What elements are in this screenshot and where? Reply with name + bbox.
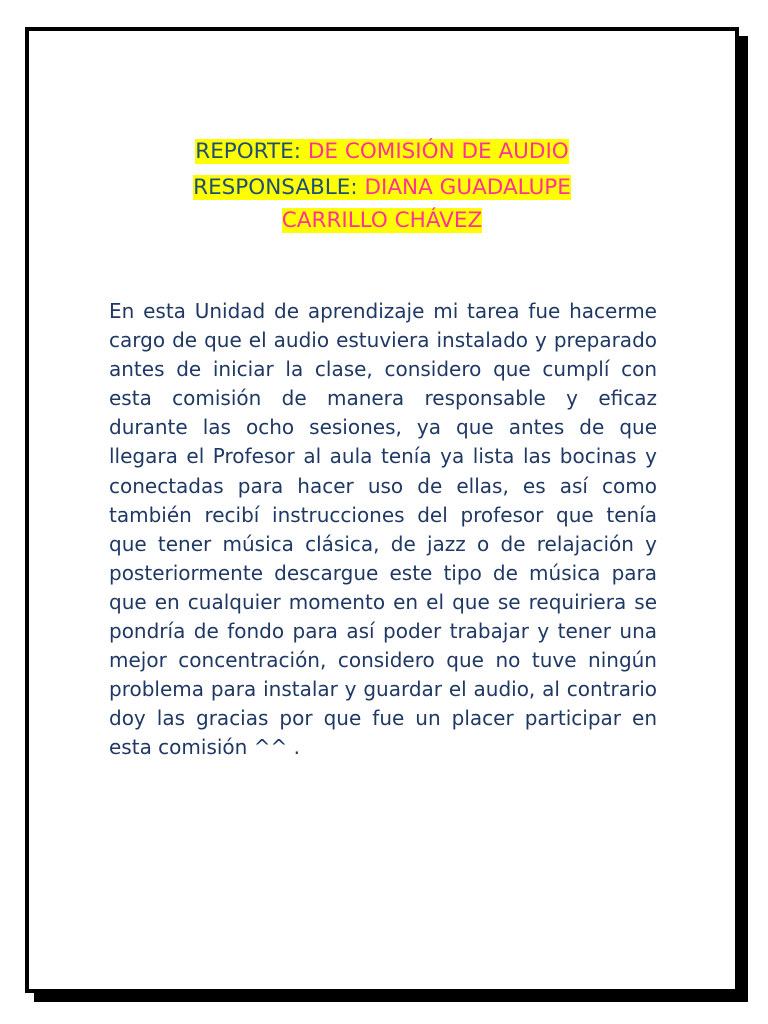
responsible-label: RESPONSABLE: [193,175,358,200]
responsible-line [29,171,735,237]
report-label: REPORTE: [195,139,302,164]
responsible-block [152,171,612,237]
report-value: DE COMISIÓN DE AUDIO [307,139,569,164]
report-title-line [29,135,735,168]
document-page [25,27,739,993]
report-body-paragraph: En esta Unidad de aprendizaje mi tarea fue hacerme cargo de que el audio estuviera instalado y preparado antes de iniciar la clase, considero que cumplí con esta comisión de manera responsable y eficaz durante las ocho sesiones, ya que antes de que llegara el Profesor al aula tenía ya lista las bocinas y conectadas para hacer uso de ellas, es así como también recibí instrucciones del profesor que tenía que tener música clásica, de jazz o de relajación y posteriormente descargue este tipo de música para que en cualquier momento en el que se requiriera se pondría de fondo para así poder trabajar y tener una mejor concentración, considero que no tuve ningún problema para instalar y guardar el audio, al contrario doy las gracias por que fue un placer participar en esta comisión ^^ . [109,299,657,760]
report-header [29,135,735,240]
responsible-value: DIANA GUADALUPE CARRILLO CHÁVEZ [281,175,571,233]
